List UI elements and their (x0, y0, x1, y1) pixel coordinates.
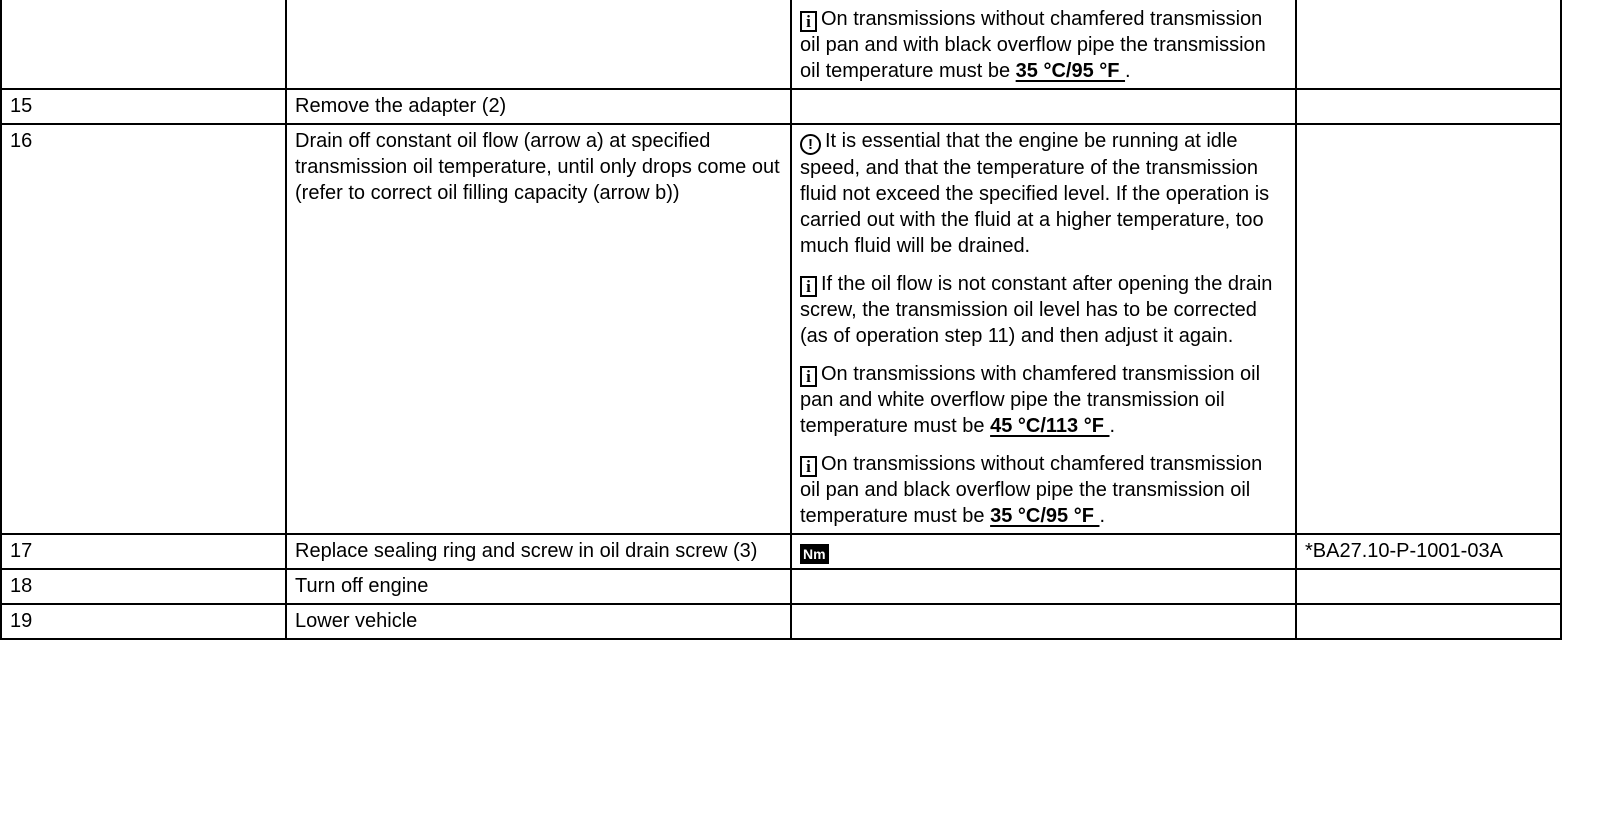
notes-cell (791, 604, 1296, 639)
instruction-cell: Turn off engine (286, 569, 791, 604)
reference-cell (1296, 124, 1561, 534)
temperature-spec: 45 °C/113 °F (990, 415, 1110, 437)
instruction-cell: Remove the adapter (2) (286, 89, 791, 124)
nm-icon: Nm (800, 544, 829, 564)
notes-cell (791, 89, 1296, 124)
note-paragraph: i On transmissions with chamfered transmission oil pan and white overflow pipe the transmission oil temperature must be 45 °C/113 °F . (800, 363, 1261, 437)
instruction-cell: Replace sealing ring and screw in oil drain screw (3) (286, 534, 791, 569)
note-paragraph: i If the oil flow is not constant after opening the drain screw, the transmission oil level has to be corrected (as of operation step 11) and then adjust it again. (800, 273, 1273, 347)
note-paragraph (800, 538, 1287, 564)
notes-cell (791, 569, 1296, 604)
note-paragraph: i On transmissions without chamfered transmission oil pan and with black overflow pipe the transmission oil temperature must be 35 °C/95 °F . (800, 8, 1266, 82)
note-paragraph: ! It is essential that the engine be running at idle speed, and that the temperature of the transmission fluid not exceed the specified level. If the operation is carried out with the fluid at a higher temperature, too much fluid will be drained. (800, 130, 1270, 257)
temperature-spec: 35 °C/95 °F (990, 505, 1100, 527)
notes-cell (791, 124, 1296, 534)
step-number-cell: 18 (1, 569, 286, 604)
instruction-cell (286, 0, 791, 89)
reference-cell (1296, 569, 1561, 604)
table-row (1, 0, 1561, 89)
step-number-cell: 15 (1, 89, 286, 124)
table-row (1, 569, 1561, 604)
notes-cell (791, 0, 1296, 89)
notes-cell (791, 534, 1296, 569)
info-icon: i (800, 366, 817, 387)
step-number-cell: 16 (1, 124, 286, 534)
table-row (1, 89, 1561, 124)
reference-cell (1296, 604, 1561, 639)
instruction-cell: Lower vehicle (286, 604, 791, 639)
table-row (1, 124, 1561, 534)
step-number-cell: 17 (1, 534, 286, 569)
info-icon: i (800, 276, 817, 297)
warning-icon: ! (800, 134, 821, 155)
info-icon: i (800, 456, 817, 477)
step-number-cell: 19 (1, 604, 286, 639)
table-row (1, 604, 1561, 639)
step-number-cell (1, 0, 286, 89)
temperature-spec: 35 °C/95 °F (1015, 60, 1126, 82)
info-icon: i (800, 11, 817, 32)
table-row (1, 534, 1561, 569)
reference-cell: *BA27.10-P-1001-03A (1296, 534, 1561, 569)
note-paragraph: i On transmissions without chamfered transmission oil pan and black overflow pipe the transmission oil temperature must be 35 °C/95 °F . (800, 453, 1263, 527)
instruction-cell: Drain off constant oil flow (arrow a) at specified transmission oil temperature, until only drops come out (refer to correct oil filling capacity (arrow b)) (286, 124, 791, 534)
reference-cell (1296, 0, 1561, 89)
procedure-table-body (1, 0, 1561, 639)
reference-cell (1296, 89, 1561, 124)
